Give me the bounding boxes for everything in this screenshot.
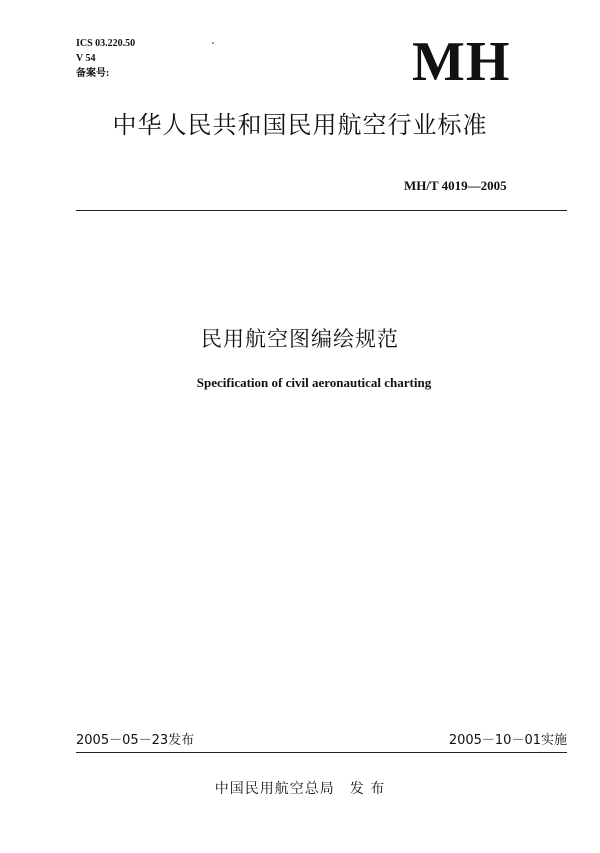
standard-type-title: 中华人民共和国民用航空行业标准 <box>112 111 488 139</box>
ics-code: ICS 03.220.50 <box>76 38 136 49</box>
standard-number: MH/T 4019—2005 <box>404 178 507 193</box>
category-code: V 54 <box>76 53 96 64</box>
effective-date: 2005－10－01实施 <box>448 733 567 748</box>
document-title-en: Specification of civil aeronautical charting <box>196 375 432 390</box>
document-title-cn: 民用航空图编绘规范 <box>201 327 399 351</box>
filing-number-label: 备案号: <box>76 68 110 79</box>
top-divider <box>76 210 567 211</box>
standard-code-logo: MH <box>412 31 511 93</box>
publisher: 中国民用航空总局 发 布 <box>214 781 386 797</box>
issue-date: 2005－05－23发布 <box>76 733 195 748</box>
scan-speck <box>212 42 214 44</box>
bottom-divider <box>76 752 567 753</box>
